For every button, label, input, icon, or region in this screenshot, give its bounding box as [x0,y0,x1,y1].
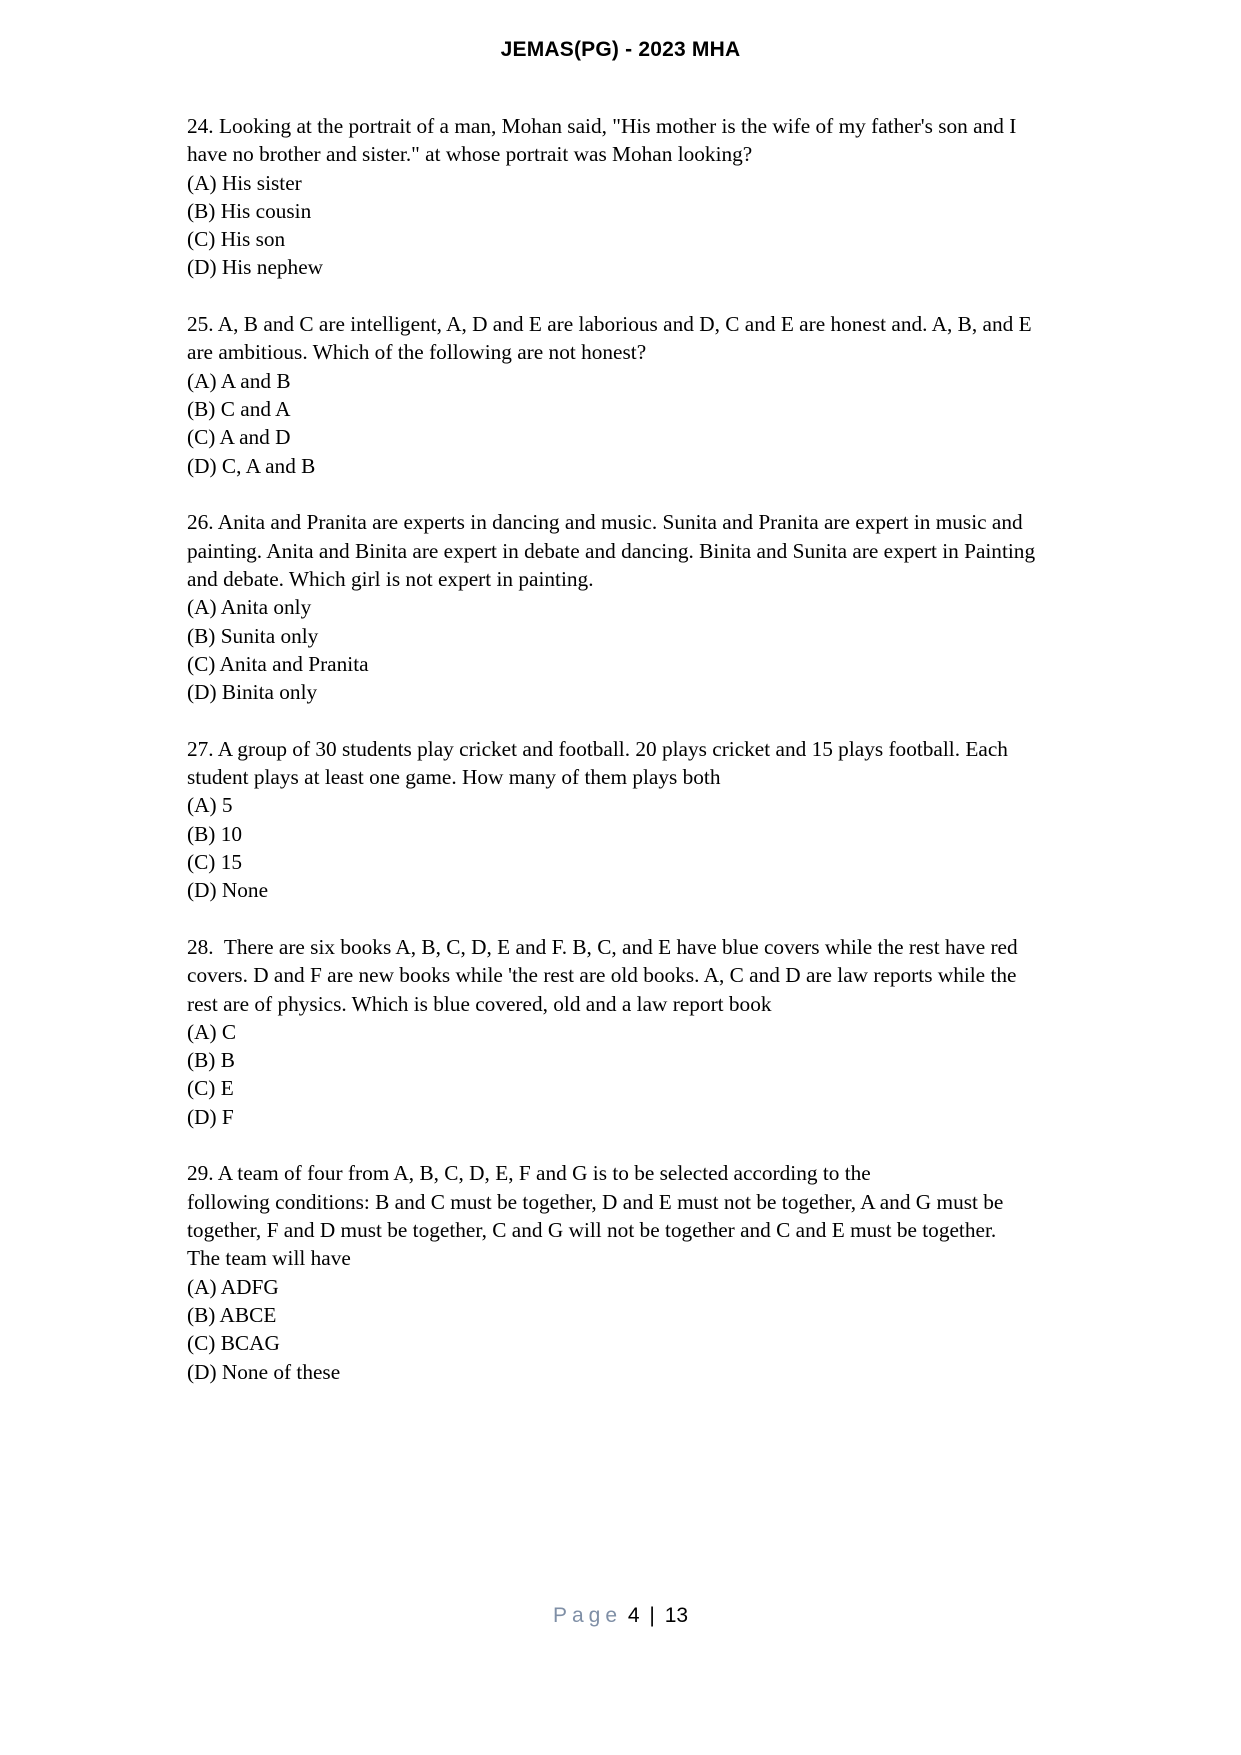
question-25 [187,310,1117,480]
question-29 [187,1159,1117,1385]
page-separator: | [649,1604,655,1627]
question-text: 28. There are six books A, B, C, D, E and F. B, C, and E have blue covers while the rest have red [187,934,1018,959]
option-c: (C) A and D [187,425,291,450]
page-footer [0,1604,1241,1628]
current-page-number: 4 [627,1604,640,1627]
option-d: (D) None of these [187,1359,341,1384]
option-c: (C) Anita and Pranita [187,651,369,676]
question-text: rest are of physics. Which is blue covered, old and a law report book [187,991,772,1016]
option-a: (A) Anita only [187,595,312,620]
question-text: painting. Anita and Binita are expert in debate and dancing. Binita and Sunita are expert in Painting [187,538,1036,563]
question-27 [187,735,1117,905]
question-text: covers. D and F are new books while 'the rest are old books. A, C and D are law reports while the [187,963,1017,988]
question-text: 29. A team of four from A, B, C, D, E, F and G is to be selected according to the [187,1161,871,1186]
option-b: (B) B [187,1048,235,1073]
option-a: (A) C [187,1019,237,1044]
page-label: Page [552,1604,622,1627]
option-d: (D) None [187,878,269,903]
option-b: (B) 10 [187,821,243,846]
option-d: (D) F [187,1104,234,1129]
question-list [187,112,1117,1414]
question-text: together, F and D must be together, C and G will not be together and C and E must be together. [187,1218,997,1243]
option-b: (B) Sunita only [187,623,319,648]
question-28 [187,933,1117,1131]
question-text: The team will have [187,1246,351,1271]
question-text: 26. Anita and Pranita are experts in dancing and music. Sunita and Pranita are expert in music and [187,510,1023,535]
question-text: 25. A, B and C are intelligent, A, D and E are laborious and D, C and E are honest and. A, B, and E [187,312,1032,337]
question-text: following conditions: B and C must be together, D and E must not be together, A and G must be [187,1189,1004,1214]
option-b: (B) ABCE [187,1302,277,1327]
option-c: (C) His son [187,227,286,252]
question-text: 27. A group of 30 students play cricket and football. 20 plays cricket and 15 plays football. Each [187,736,1008,761]
question-text: have no brother and sister." at whose portrait was Mohan looking? [187,142,753,167]
option-a: (A) His sister [187,170,302,195]
option-c: (C) 15 [187,850,243,874]
option-a: (A) 5 [187,793,233,818]
question-text: 24. Looking at the portrait of a man, Mohan said, "His mother is the wife of my father's son and I [187,114,1017,138]
option-d: (D) C, A and B [187,453,316,478]
page-header [0,38,1241,62]
option-d: (D) His nephew [187,255,324,280]
question-24 [187,112,1117,282]
option-d: (D) Binita only [187,680,318,705]
option-b: (B) C and A [187,397,291,422]
question-26 [187,508,1117,706]
document-title: JEMAS(PG) - 2023 MHA [500,38,741,61]
option-a: (A) A and B [187,368,291,393]
total-page-count: 13 [664,1604,689,1627]
option-c: (C) BCAG [187,1331,280,1356]
option-c: (C) E [187,1076,234,1101]
option-a: (A) ADFG [187,1274,279,1299]
question-text: student plays at least one game. How many of them plays both [187,765,721,790]
option-b: (B) His cousin [187,198,312,223]
question-text: are ambitious. Which of the following are not honest? [187,340,647,365]
question-text: and debate. Which girl is not expert in painting. [187,566,594,591]
